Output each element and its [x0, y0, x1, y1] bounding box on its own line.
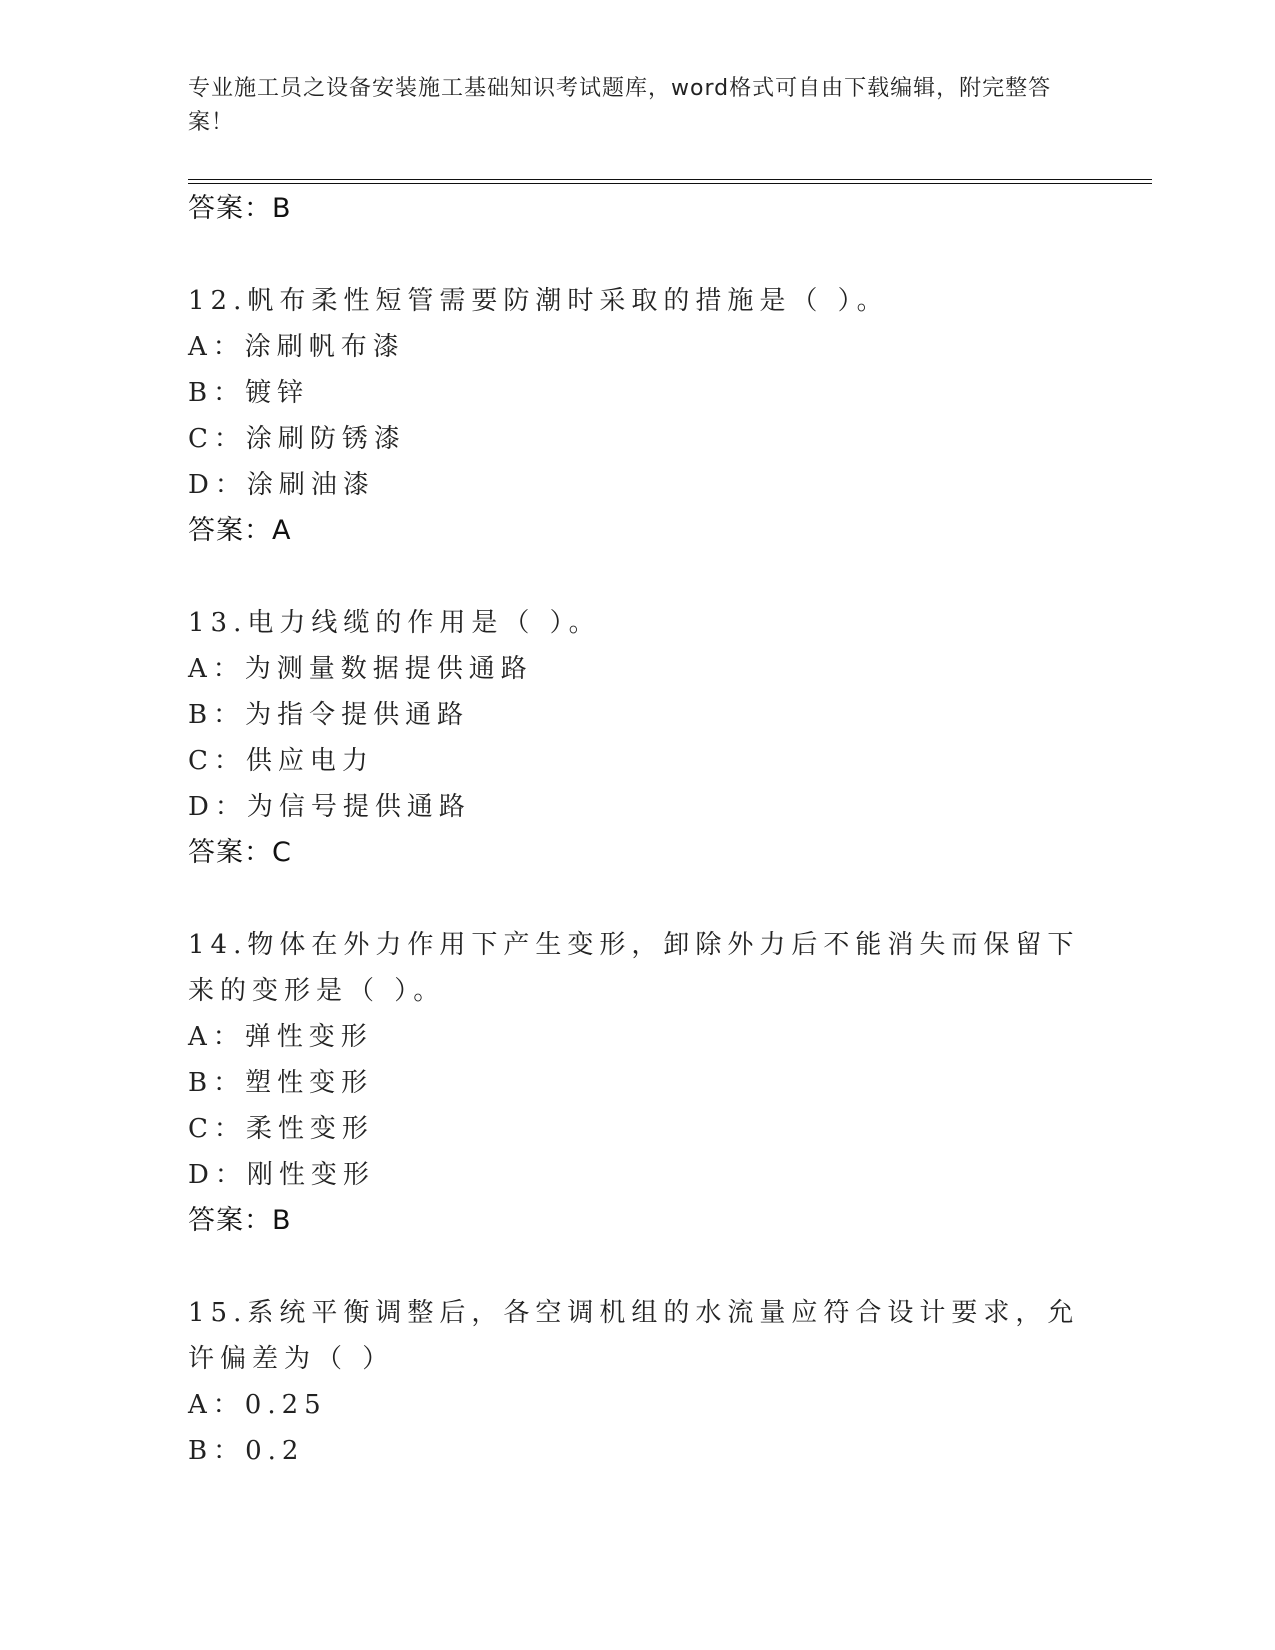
question-15	[188, 1290, 1088, 1474]
option-c: C：供应电力	[188, 746, 374, 776]
question-stem: 13.电力线缆的作用是（ ）。	[188, 608, 601, 638]
option-a: A：涂刷帆布漆	[188, 332, 405, 362]
option-b: B：塑性变形	[188, 1068, 374, 1098]
question-content	[188, 186, 1088, 1474]
answer-label: 答案：B	[188, 1205, 292, 1236]
spacer	[188, 232, 1088, 278]
option-a: A：弹性变形	[188, 1022, 373, 1052]
option-d: D：涂刷油漆	[188, 470, 375, 500]
answer-label: 答案：A	[188, 515, 292, 546]
header-divider-top	[188, 179, 1152, 180]
option-a: A：为测量数据提供通路	[188, 654, 533, 684]
option-a: A：0.25	[188, 1390, 327, 1420]
option-c: C：涂刷防锈漆	[188, 424, 406, 454]
option-b: B：镀锌	[188, 378, 310, 408]
question-14	[188, 922, 1088, 1244]
question-stem: 12.帆布柔性短管需要防潮时采取的措施是（ ）。	[188, 286, 889, 316]
header-divider-bottom	[188, 183, 1152, 184]
answer-label: 答案：B	[188, 193, 292, 224]
question-12	[188, 278, 1088, 554]
option-d: D：为信号提供通路	[188, 792, 471, 822]
option-b: B：0.2	[188, 1436, 305, 1466]
answer-label: 答案：C	[188, 837, 292, 868]
spacer	[188, 1244, 1088, 1290]
option-b: B：为指令提供通路	[188, 700, 470, 730]
question-13	[188, 600, 1088, 876]
question-stem: 14.物体在外力作用下产生变形，卸除外力后不能消失而保留下来的变形是（ ）。	[188, 930, 1080, 1006]
option-c: C：柔性变形	[188, 1114, 374, 1144]
option-d: D：刚性变形	[188, 1160, 375, 1190]
document-header: 专业施工员之设备安装施工基础知识考试题库，word格式可自由下载编辑，附完整答案！	[188, 76, 1052, 135]
spacer	[188, 876, 1088, 922]
question-stem: 15.系统平衡调整后，各空调机组的水流量应符合设计要求，允许偏差为（ ）	[188, 1298, 1080, 1374]
spacer	[188, 554, 1088, 600]
